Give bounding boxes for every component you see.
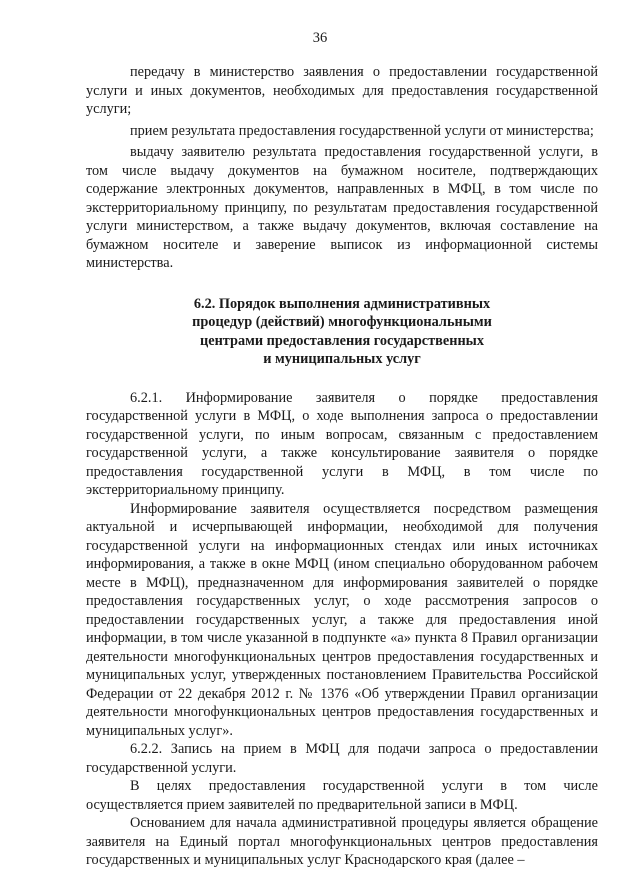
paragraph: Основанием для начала административной процедуры является обращение заявителя на Единый портал многофункциональных центров предоставления государственных и муниципальных услуг Краснодарского края (далее –	[86, 815, 598, 868]
page-number: 36	[312, 30, 328, 46]
paragraph: 6.2.1. Информирование заявителя о порядке предоставления государственной услуги в МФЦ, о ходе выполнения запроса о предоставлении государственной услуги, по иным вопросам, связанным с предоставлением государственной услуги, а также консультирование заявителя о порядке предоставления государственной услуги в МФЦ, в том числе по экстерриториальному принципу.	[86, 389, 598, 498]
document-body	[86, 63, 598, 870]
paragraph: передачу в министерство заявления о предоставлении государственной услуги и иных документов, необходимых для предоставления государственной услуги;	[86, 64, 598, 117]
paragraph: В целях предоставления государственной услуги в том числе осуществляется прием заявителей по предварительной записи в МФЦ.	[86, 778, 598, 813]
paragraph: 6.2.2. Запись на прием в МФЦ для подачи запроса о предоставлении государственной услуги.	[86, 741, 598, 776]
heading-line: процедур (действий) многофункциональными	[192, 314, 492, 330]
section-body	[86, 389, 598, 870]
paragraph: выдачу заявителю результата предоставления государственной услуги, в том числе выдачу документов на бумажном носителе, подтверждающих содержание электронных документов, направленных в МФЦ, в том числе по экстерриториальному принципу, по результатам предоставления государственной услуги министерством, а также выдачу документов, включая составление на бумажном носителе и заверение выписок из информационной системы министерства.	[86, 144, 598, 271]
paragraph: прием результата предоставления государственной услуги от министерства;	[130, 122, 594, 139]
heading-line: центрами предоставления государственных	[199, 332, 484, 349]
section-heading	[86, 295, 598, 369]
list-block	[86, 63, 598, 273]
paragraph: Информирование заявителя осуществляется посредством размещения актуальной и исчерпывающей информации, необходимой для получения государственной услуги на информационных стендах или иных источниках информирования, а также в окне МФЦ (ином специально оборудованном рабочем месте в МФЦ), предназначенном для информирования заявителей о порядке предоставления государственных услуг, о ходе рассмотрения запросов о предоставлении государственных услуг, а также для предоставления иной информации, в том числе указанной в подпункте «а» пункта 8 Правил организации деятельности многофункциональных центров предоставления государственных и муниципальных услуг, утвержденных постановлением Правительства Российской Федерации от 22 декабря 2012 г. № 1376 «Об утверждении Правил организации деятельности многофункциональных центров предоставления государственных и муниципальных услуг».	[86, 500, 598, 739]
heading-line: и муниципальных услуг	[263, 351, 421, 367]
heading-line: 6.2. Порядок выполнения административных	[193, 295, 491, 312]
